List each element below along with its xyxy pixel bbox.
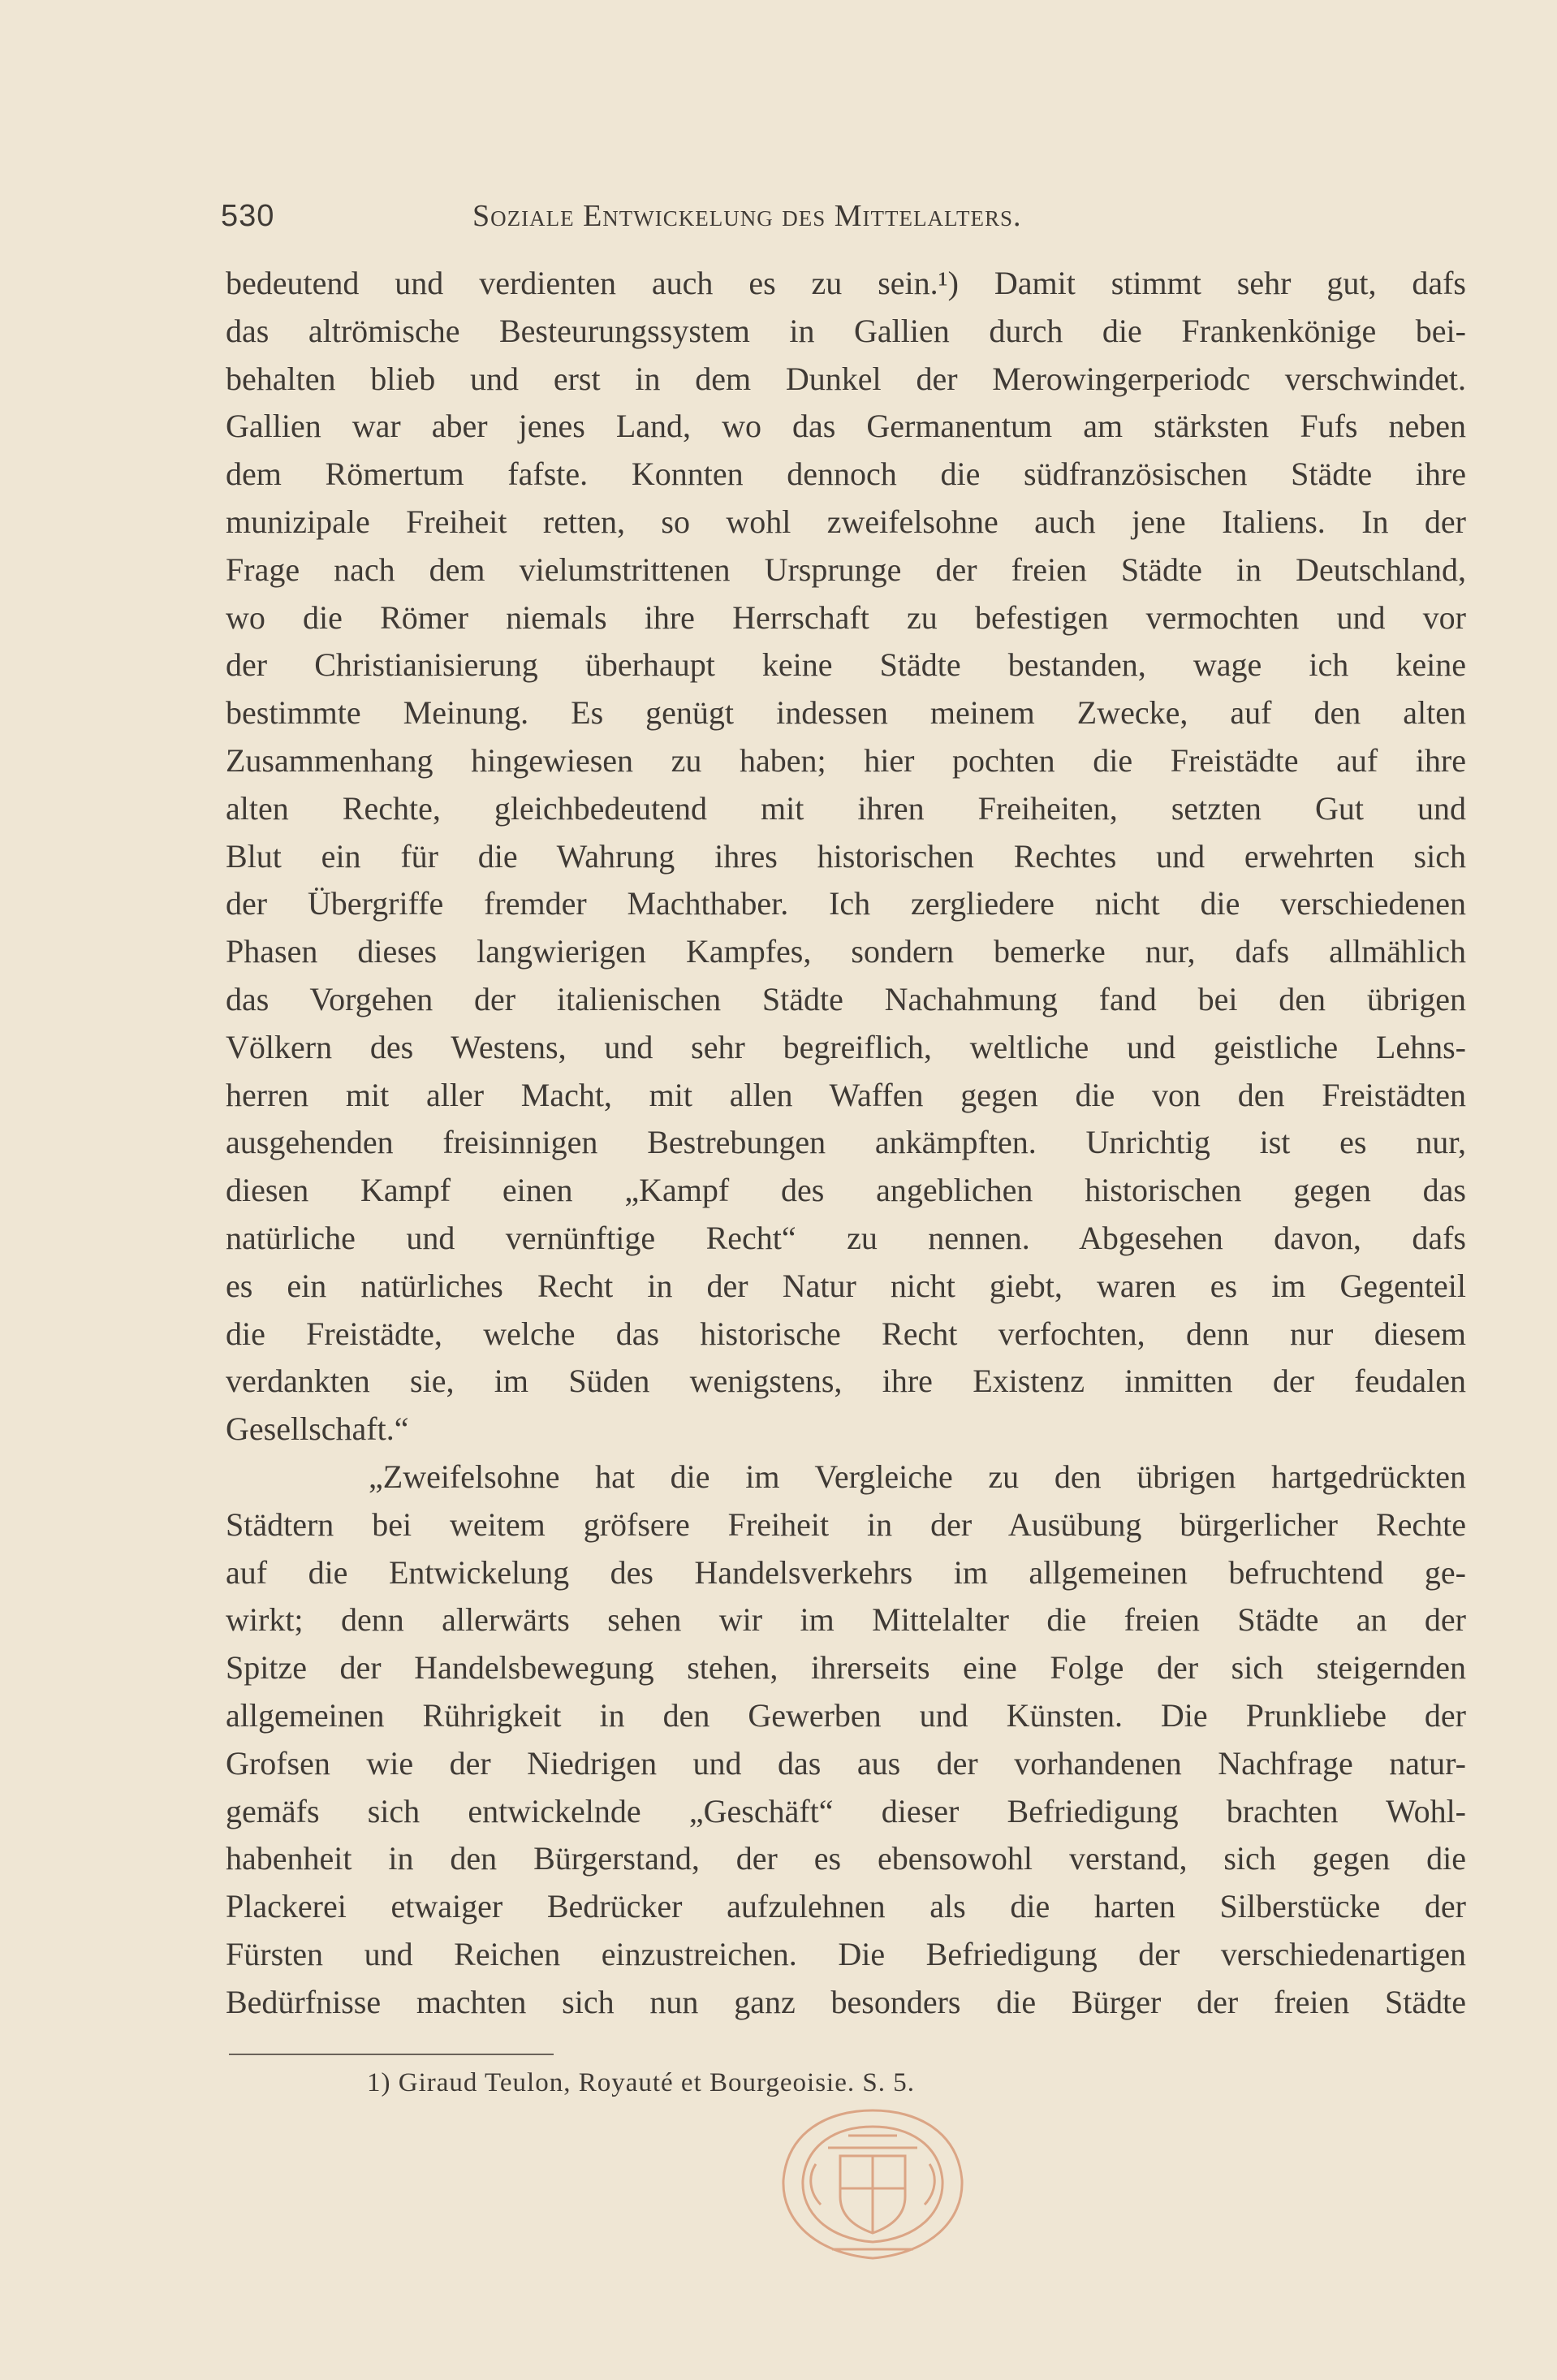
text-line: habenheit in den Bürgerstand, der es ebensowohl verstand, sich gegen die (226, 1840, 1466, 1877)
footnote-marker: 1) (367, 2068, 391, 2097)
text-line: wo die Römer niemals ihre Herrschaft zu befestigen vermochten und vor (226, 598, 1466, 636)
text-line: bedeutend und verdienten auch es zu sein.¹) Damit stimmt sehr gut, dafs (226, 265, 1466, 301)
text-line-paragraph-end: Gesellschaft.“ (226, 1410, 409, 1448)
text-line: Fürsten und Reichen einzustreichen. Die Befriedigung der verschiedenartigen (226, 1935, 1466, 1972)
text-line: der Christianisierung überhaupt keine Städte bestanden, wage ich keine (226, 646, 1466, 684)
text-line: Phasen dieses langwierigen Kampfes, sondern bemerke nur, dafs allmählich (226, 933, 1466, 970)
text-line: Bedürfnisse machten sich nun ganz besonders die Bürger der freien Städte (226, 1983, 1466, 2020)
text-line: die Freistädte, welche das historische Recht verfochten, denn nur diesem (226, 1315, 1466, 1352)
text-line: das altrömische Besteurungssystem in Gallien durch die Frankenkönige bei- (226, 312, 1466, 349)
text-line: Völkern des Westens, und sehr begreiflich, weltliche und geistliche Lehns- (226, 1028, 1466, 1065)
text-line: Zusammenhang hingewiesen zu haben; hier pochten die Freistädte auf ihre (226, 741, 1466, 779)
stamp-icon (751, 2099, 994, 2270)
text-line: wirkt; denn allerwärts sehen wir im Mittelalter die freien Städte an der (226, 1601, 1466, 1639)
text-line: gemäfs sich entwickelnde „Geschäft“ dieser Befriedigung brachten Wohl- (226, 1792, 1466, 1829)
text-line: diesen Kampf einen „Kampf des angeblichen historischen gegen das (226, 1172, 1466, 1209)
footnote-rule (229, 2054, 554, 2055)
page-header (221, 192, 1309, 240)
text-line: auf die Entwickelung des Handelsverkehrs im allgemeinen befruchtend ge- (226, 1553, 1466, 1591)
text-line: der Übergriffe fremder Machthaber. Ich zergliedere nicht die verschiedenen (226, 885, 1466, 922)
text-line: es ein natürliches Recht in der Natur nicht giebt, waren es im Gegenteil (226, 1267, 1466, 1304)
running-title: Soziale Entwickelung des Mittelalters. (472, 199, 1022, 233)
text-line: Plackerei etwaiger Bedrücker aufzulehnen als die harten Silberstücke der (226, 1888, 1466, 1925)
text-line: das Vorgehen der italienischen Städte Nachahmung fand bei den übrigen (226, 980, 1466, 1017)
text-line: alten Rechte, gleichbedeutend mit ihren Freiheiten, setzten Gut und (226, 789, 1466, 827)
body-text (226, 260, 1466, 2026)
text-line: Städtern bei weitem gröfsere Freiheit in der Ausübung bürgerlicher Rechte (226, 1505, 1466, 1543)
text-line: natürliche und vernünftige Recht“ zu nennen. Abgesehen davon, dafs (226, 1219, 1466, 1256)
text-line: Spitze der Handelsbewegung stehen, ihrerseits eine Folge der sich steigernden (226, 1649, 1466, 1687)
text-line: dem Römertum fafste. Konnten dennoch die südfranzösischen Städte ihre (226, 456, 1466, 493)
text-line: allgemeinen Rührigkeit in den Gewerben und Künsten. Die Prunkliebe der (226, 1696, 1466, 1734)
text-line: Frage nach dem vielumstrittenen Ursprunge der freien Städte in Deutschland, (226, 551, 1466, 588)
text-line: behalten blieb und erst in dem Dunkel der Merowingerperiodc verschwindet. (226, 360, 1466, 397)
page-number: 530 (221, 199, 275, 233)
footnote (367, 2063, 915, 2103)
text-line: bestimmte Meinung. Es genügt indessen meinem Zwecke, auf den alten (226, 694, 1466, 732)
library-stamp (751, 2099, 994, 2270)
text-line-paragraph-start: „Zweifelsohne hat die im Vergleiche zu den übrigen hartgedrückten (369, 1458, 1466, 1495)
text-line: Gallien war aber jenes Land, wo das Germanentum am stärksten Fufs neben (226, 408, 1466, 445)
text-line: Grofsen wie der Niedrigen und das aus der vorhandenen Nachfrage natur- (226, 1744, 1466, 1782)
text-line: verdankten sie, im Süden wenigstens, ihre Existenz inmitten der feudalen (226, 1363, 1466, 1400)
text-line: Blut ein für die Wahrung ihres historischen Rechtes und erwehrten sich (226, 837, 1466, 875)
text-line: munizipale Freiheit retten, so wohl zweifelsohne auch jene Italiens. In der (226, 503, 1466, 540)
text-line: herren mit aller Macht, mit allen Waffen gegen die von den Freistädten (226, 1076, 1466, 1113)
text-line: ausgehenden freisinnigen Bestrebungen ankämpften. Unrichtig ist es nur, (226, 1124, 1466, 1161)
footnote-text: Giraud Teulon, Royauté et Bourgeoisie. S. 5. (398, 2068, 915, 2097)
